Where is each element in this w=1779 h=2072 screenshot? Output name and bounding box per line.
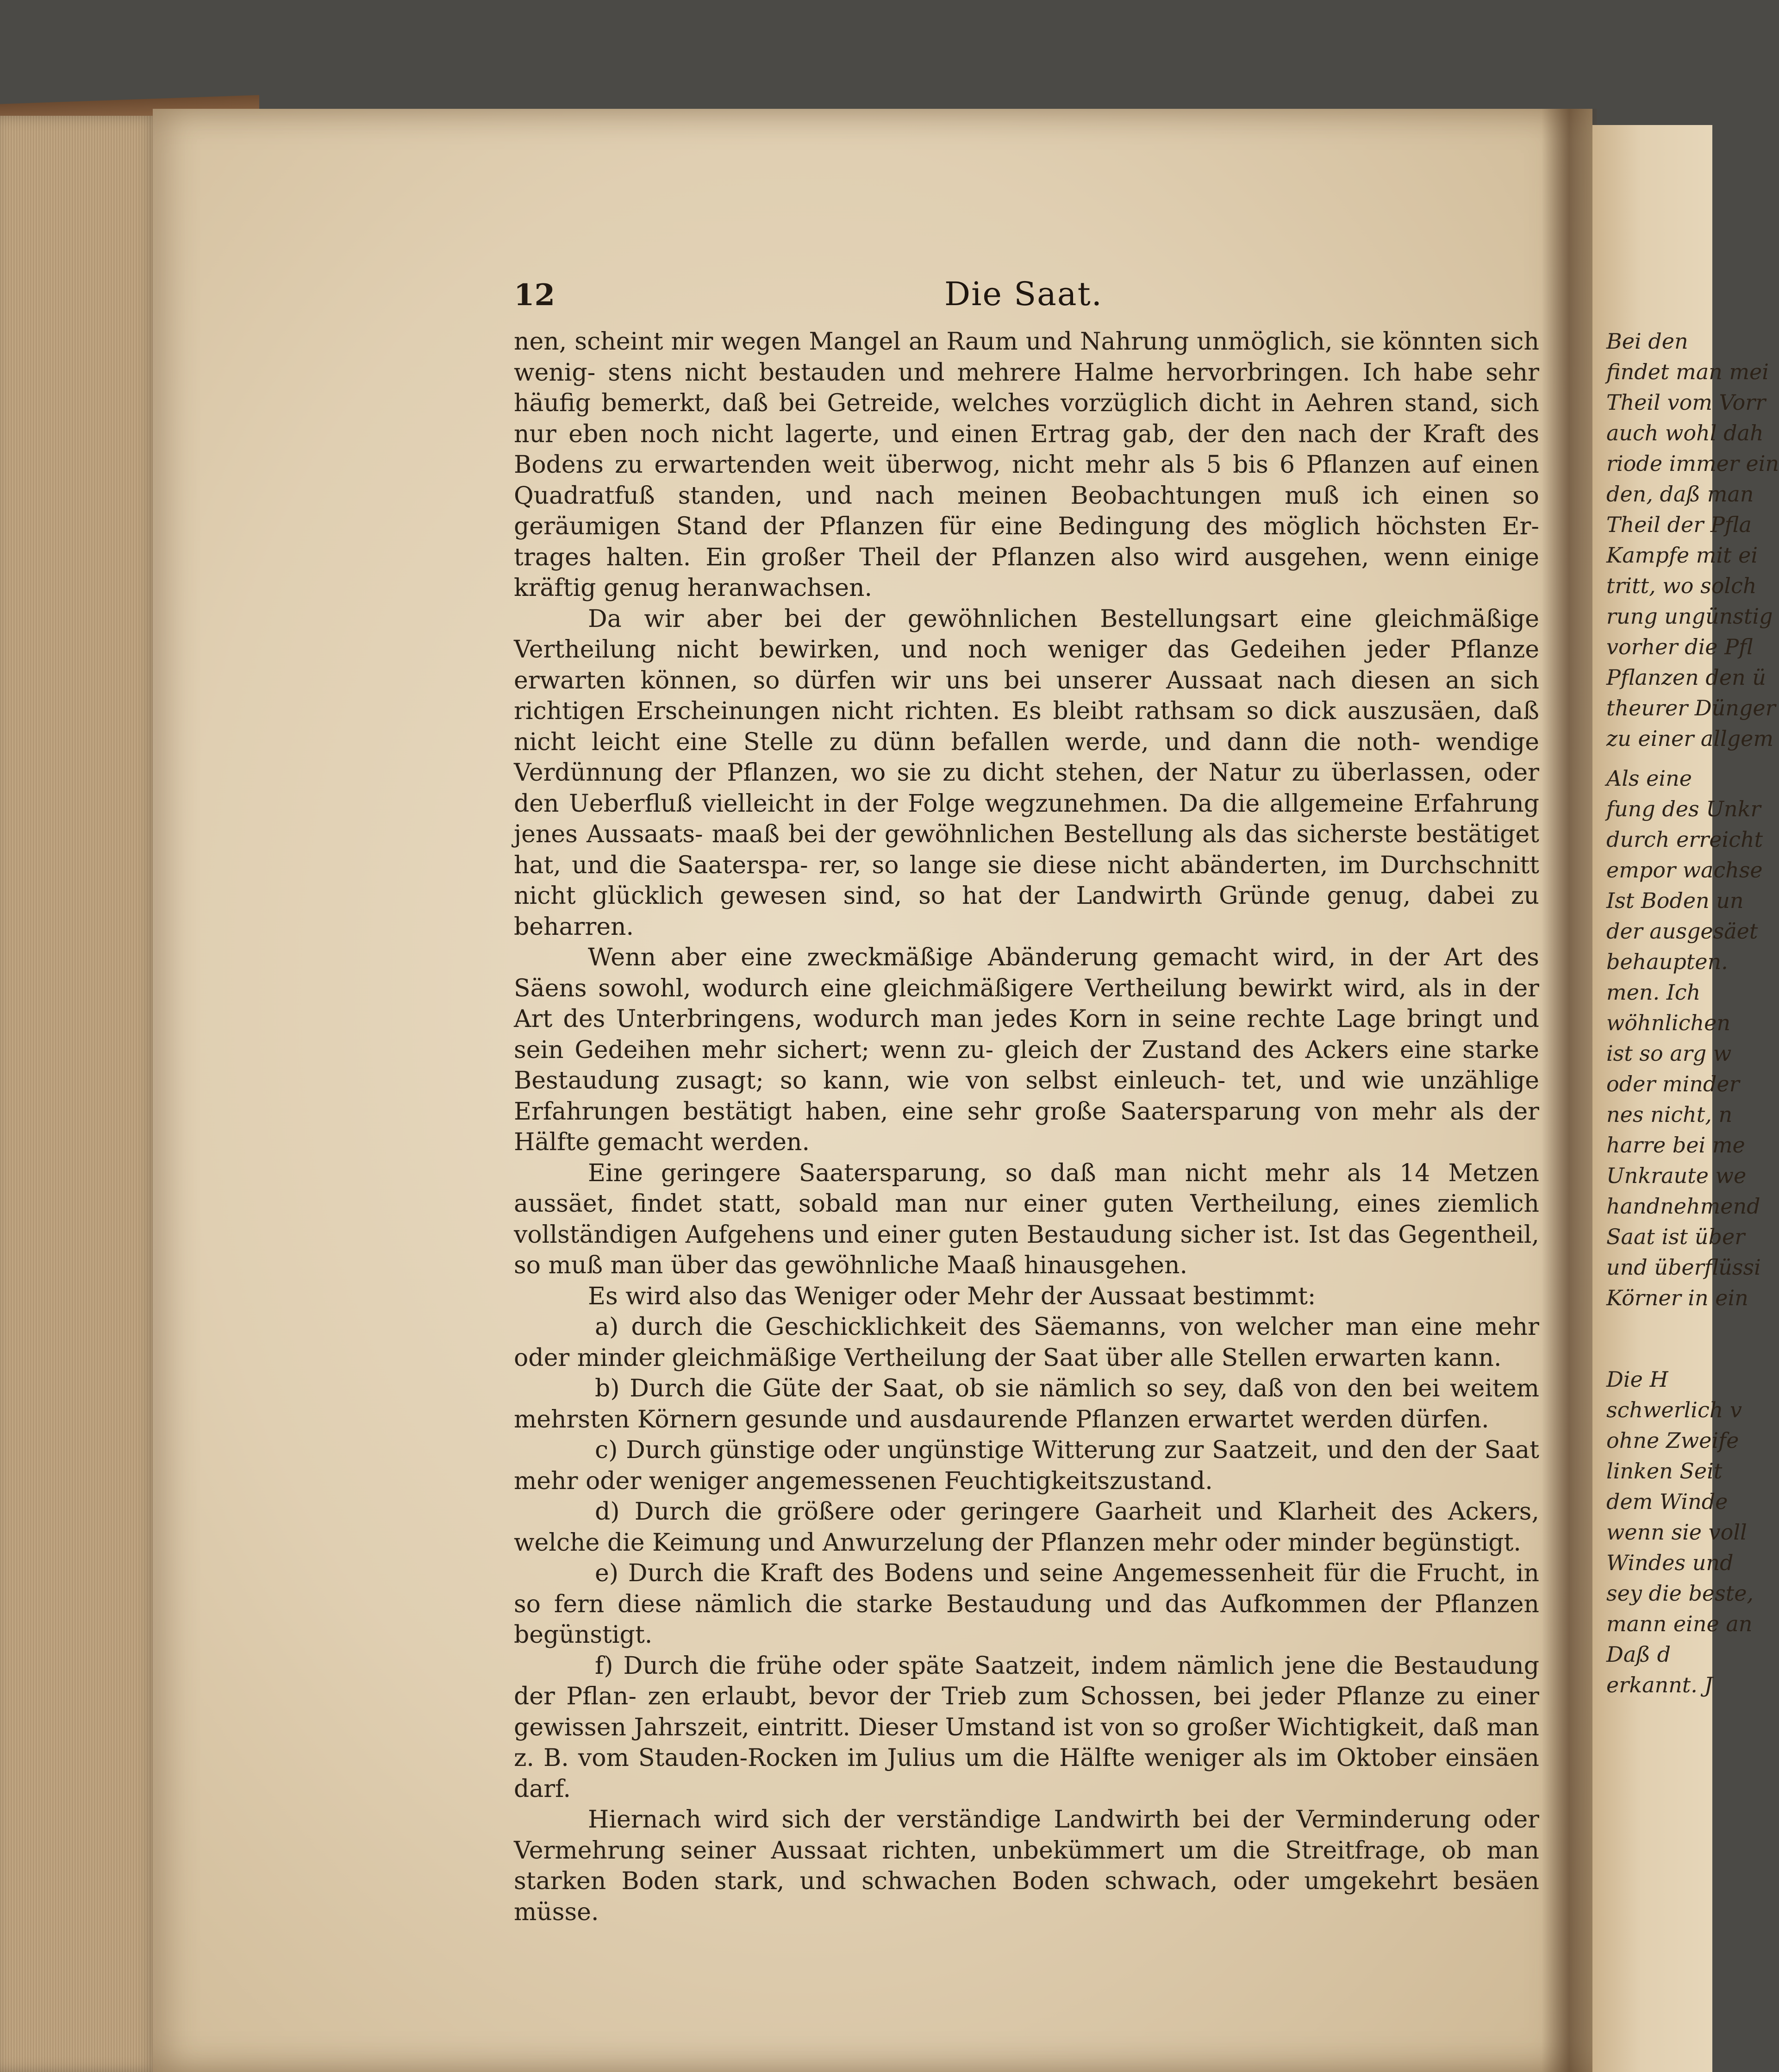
- page-header: [514, 275, 1542, 319]
- right-page-line: handnehmend: [1606, 1194, 1760, 1219]
- right-page-line: erkannt. J: [1606, 1672, 1713, 1697]
- paragraph-1: nen, scheint mir wegen Mangel an Raum und Nahrung unmöglich, sie könnten sich wenig- stens nicht bestauden und mehrere Halme hervorbringen. Ich habe sehr häufig bemerkt, daß bei Getreide, welches vorzüglich dicht in Aehren stand, sich nur eben noch nicht lagerte, und einen Ertrag gab, der den nach der Kraft des Bodens zu erwartenden weit überwog, nicht mehr als 5 bis 6 Pflanzen auf einen Quadratfuß standen, und nach meinen Beobachtungen muß ich einen so geräumigen Stand der Pflanzen für eine Bedingung des möglich höchsten Er- trages halten. Ein großer Theil der Pflanzen also wird ausgehen, wenn einige kräftig genug heranwachsen.: [514, 328, 1539, 602]
- page-block-edge: [0, 116, 157, 2072]
- right-page-line: ohne Zweife: [1606, 1428, 1739, 1453]
- right-page-line: sey die beste,: [1606, 1581, 1754, 1606]
- right-page-line: wöhnlichen: [1606, 1010, 1730, 1035]
- right-page-line: Pflanzen den ü: [1606, 665, 1766, 690]
- right-page-line: Saat ist über: [1606, 1224, 1745, 1249]
- right-page-line: fung des Unkr: [1606, 796, 1761, 821]
- list-item-b: b) Durch die Güte der Saat, ob sie nämlich so sey, daß von den bei weitem mehrsten Körnern gesunde und ausdaurende Pflanzen erwartet werden dürfen.: [514, 1375, 1539, 1433]
- right-page-line: tritt, wo solch: [1606, 573, 1757, 598]
- right-page-line: Theil der Pfla: [1606, 512, 1752, 537]
- list-item-c: c) Durch günstige oder ungünstige Witterung zur Saatzeit, und den der Saat mehr oder weniger angemessenen Feuchtigkeitszustand.: [514, 1436, 1539, 1495]
- right-page-line: schwerlich v: [1606, 1397, 1742, 1422]
- right-page-line: auch wohl dah: [1606, 420, 1764, 445]
- right-page-line: dem Winde: [1606, 1489, 1728, 1514]
- right-page-line: mann eine an: [1606, 1611, 1753, 1636]
- book-gutter: [1542, 109, 1597, 2072]
- right-page-line: nes nicht, n: [1606, 1102, 1733, 1127]
- paragraph-3: Wenn aber eine zweckmäßige Abänderung gemacht wird, in der Art des Säens sowohl, wodurch eine gleichmäßigere Vertheilung bewirkt wird, als in der Art des Unterbringens, wodurch man jedes Korn in seine rechte Lage bringt und sein Gedeihen mehr sichert; wenn zu- gleich der Zustand des Ackers eine starke Bestaudung zusagt; so kann, wie von selbst einleuch- tet, und wie unzählige Erfahrungen bestätigt haben, eine sehr große Saatersparung von mehr als der Hälfte gemacht werden.: [514, 944, 1539, 1156]
- paragraph-2: Da wir aber bei der gewöhnlichen Bestellungsart eine gleichmäßige Vertheilung nicht bewirken, und noch weniger das Gedeihen jeder Pflanze erwarten können, so dürfen wir uns bei unserer Aussaat nach diesen an sich richtigen Erscheinungen nicht richten. Es bleibt rathsam so dick auszusäen, daß nicht leicht eine Stelle zu dünn befallen werde, und dann die noth- wendige Verdünnung der Pflanzen, wo sie zu dicht stehen, der Natur zu überlassen, oder den Ueberfluß vielleicht in der Folge wegzunehmen. Da die allgemeine Erfahrung jenes Aussaats- maaß bei der gewöhnlichen Bestellung als das sicherste bestätiget hat, und die Saaterspa- rer, so lange sie diese nicht abänderten, im Durchschnitt nicht glücklich gewesen sind, so hat der Landwirth Gründe genug, dabei zu beharren.: [514, 605, 1539, 941]
- right-page-line: riode immer ein: [1606, 451, 1779, 476]
- right-page-line: findet man mei: [1606, 359, 1769, 384]
- right-page-line: harre bei me: [1606, 1133, 1745, 1158]
- right-page-line: Unkraute we: [1606, 1163, 1747, 1188]
- list-item-e: e) Durch die Kraft des Bodens und seine Angemessenheit für die Frucht, in so fern diese nämlich die starke Bestaudung und das Aufkommen der Pflanzen begünstigt.: [514, 1559, 1539, 1649]
- right-page-line: den, daß man: [1606, 482, 1754, 507]
- right-page-line: theurer Dünger: [1606, 695, 1776, 720]
- right-page-line: Theil vom Vorr: [1606, 390, 1766, 415]
- right-page-line: behaupten.: [1606, 949, 1728, 974]
- right-page-line: linken Seit: [1606, 1459, 1723, 1484]
- running-title: Die Saat.: [944, 275, 1103, 313]
- right-page-line: Windes und: [1606, 1550, 1734, 1575]
- right-page-fragment: [1592, 125, 1779, 2072]
- body-text: [514, 326, 1539, 1928]
- right-page-line: Kampfe mit ei: [1606, 543, 1758, 568]
- right-page-line: rung ungünstig: [1606, 604, 1773, 629]
- right-page-line: zu einer allgem: [1606, 726, 1774, 751]
- right-page-line: Die H: [1606, 1367, 1668, 1392]
- right-page-line: empor wachse: [1606, 858, 1763, 883]
- right-page-line: Als eine: [1606, 766, 1692, 791]
- right-page-line: men. Ich: [1606, 980, 1701, 1005]
- right-page-line: Daß d: [1606, 1642, 1671, 1667]
- list-item-a: a) durch die Geschicklichkeit des Säemanns, von welcher man eine mehr oder minder gleichmäßige Vertheilung der Saat über alle Stellen erwarten kann.: [514, 1313, 1539, 1372]
- list-item-d: d) Durch die größere oder geringere Gaarheit und Klarheit des Ackers, welche die Keimung und Anwurzelung der Pflanzen mehr oder minder begünstigt.: [514, 1498, 1539, 1557]
- right-page-line: Ist Boden un: [1606, 888, 1744, 913]
- paragraph-4: Eine geringere Saatersparung, so daß man nicht mehr als 14 Metzen aussäet, findet statt, sobald man nur einer guten Vertheilung, eines ziemlich vollständigen Aufgehens und einer guten Bestaudung sicher ist. Ist das Gegentheil, so muß man über das gewöhnliche Maaß hinausgehen.: [514, 1159, 1539, 1279]
- paragraph-5: Es wird also das Weniger oder Mehr der Aussaat bestimmt:: [588, 1282, 1316, 1310]
- right-page-line: Körner in ein: [1606, 1285, 1748, 1310]
- right-page-line: durch erreicht: [1606, 827, 1763, 852]
- right-page-line: Bei den: [1606, 329, 1688, 354]
- right-page-line: vorher die Pfl: [1606, 634, 1753, 659]
- right-page-line: oder minder: [1606, 1071, 1740, 1096]
- page-number: 12: [514, 278, 556, 313]
- right-page-line: wenn sie voll: [1606, 1520, 1747, 1545]
- right-page-line: und überflüssi: [1606, 1255, 1761, 1280]
- right-page-line: der ausgesäet: [1606, 919, 1758, 944]
- right-page-line: ist so arg w: [1606, 1041, 1732, 1066]
- list-item-f: f) Durch die frühe oder späte Saatzeit, indem nämlich jene die Bestaudung der Pflan- zen erlaubt, bevor der Trieb zum Schossen, bei jeder Pflanze zu einer gewissen Jahrszeit, eintritt. Dieser Umstand ist von so großer Wichtigkeit, daß man z. B. vom Stauden-Rocken im Julius um die Hälfte weniger als im Oktober einsäen darf.: [514, 1652, 1539, 1803]
- closing-paragraph: Hiernach wird sich der verständige Landwirth bei der Verminderung oder Vermehrung seiner Aussaat richten, unbekümmert um die Streitfrage, ob man starken Boden stark, und schwachen Boden schwach, oder umgekehrt besäen müsse.: [514, 1806, 1539, 1926]
